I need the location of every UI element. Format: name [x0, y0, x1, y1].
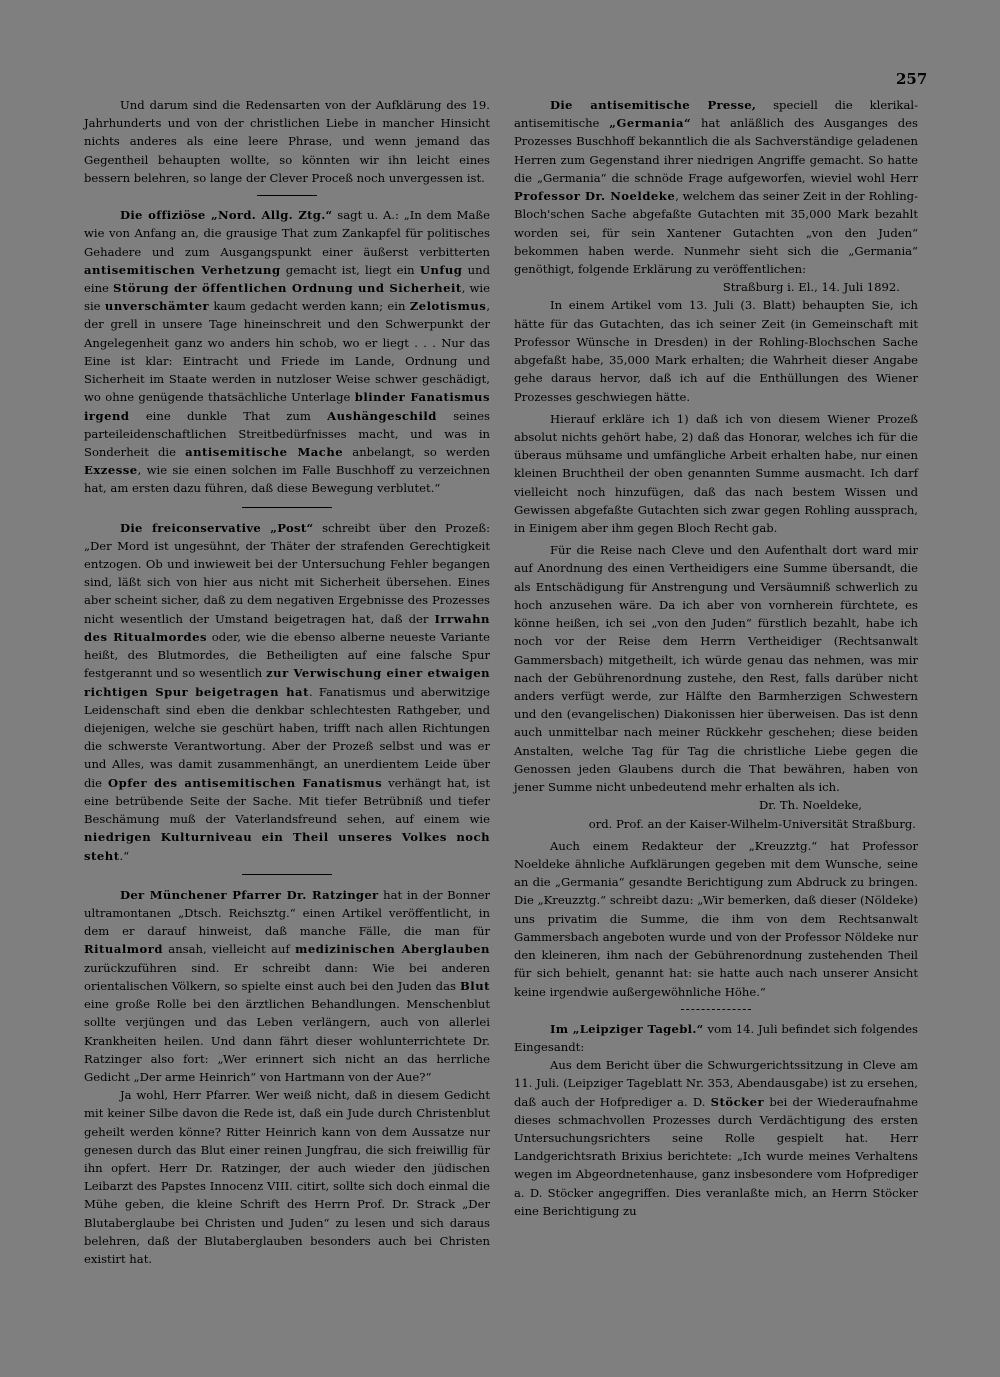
paragraph-hierauf: Hierauf erkläre ich 1) daß ich von diesem Wiener Prozeß absolut nichts gehört habe, 2) daß das Honorar, welches ich für die überaus mühsame und umfängliche Arbeit erhalten habe, nur einen kleinen Bruchtheil der oben genannten Summe ausmacht. Ich darf vielleicht noch hinzufügen, daß das nach bestem Wissen und Gewissen abgefaßte Gutachten sich zwar gegen Rohling aussprach, in Einigem aber ihm gegen Bloch Recht gab.	[514, 411, 918, 536]
paragraph-reise: Für die Reise nach Cleve und den Aufenthalt dort ward mir auf Anordnung des einen Vertheidigers eine Summe übersandt, die als Entschädigung für Anstrengung und Versäumniß schwerlich zu hoch anzusehen wäre. Da ich aber von vornherein fürchtete, es könne heißen, ich sei „von den Juden“ fürstlich bezahlt, habe ich noch vor der Reise dem Herrn Vertheidiger (Rechtsanwalt Gammersbach) mitgetheilt, ich würde genau das nehmen, was mir nach der Gebührenordnung zustehe, den Rest, falls darüber nicht anders verfügt werde, zur Hälfte den Barmherzigen Schwestern und den (evangelischen) Diakonissen hier überweisen. Das ist denn auch unmittelbar nach meiner Rückkehr geschehen; diese beiden Anstalten, welche Tag für Tag die christliche Liebe gegen die Genossen jeden Glaubens durch die That bewähren, haben von jener Summe nicht unbedeutend mehr erhalten als ich.	[514, 543, 918, 795]
dateline: Straßburg i. El., 14. Juli 1892.	[722, 280, 900, 295]
lead-post: Die freiconservative „Post“	[120, 520, 314, 535]
lead-antisemitische-presse: Die antisemitische Presse,	[550, 98, 757, 112]
paragraph-aufklaerung: Und darum sind die Redensarten von der Aufklärung des 19. Jahrhunderts und von der christlichen Liebe in mancher Hinsicht nichts anderes als eine leere Phrase, und wenn jemand das Gegentheil behaupten wollte, so könnten wir ihn leicht eines bessern belehren, so lange der Clever Proceß noch unvergessen ist.	[84, 98, 490, 185]
separator-rule	[242, 507, 332, 508]
lead-ratzinger: Der Münchener Pfarrer Dr. Ratzinger	[120, 887, 379, 902]
page-number: 257	[896, 70, 928, 88]
separator-dashed	[681, 1009, 751, 1010]
separator-rule	[242, 874, 332, 875]
paragraph-ja-wohl: Ja wohl, Herr Pfarrer. Wer weiß nicht, daß in diesem Gedicht mit keiner Silbe davon die Rede ist, daß ein Jude durch Christenblut geheilt werden könne? Ritter Heinrich kann von dem Aussatze nur genesen durch das Blut einer reinen Jungfrau, die sich freiwillig für ihn opfert. Herr Dr. Ratzinger, der auch wieder den jüdischen Leibarzt des Papstes Innocenz VIII. citirt, sollte sich doch einmal die Mühe geben, die kleine Schrift des Herrn Prof. Dr. Strack „Der Blutaberglaube bei Christen und Juden“ zu lesen und sich daraus belehren, daß der Blutaberglauben besonders auch bei Christen existirt hat.	[84, 1088, 490, 1267]
right-column	[514, 96, 918, 1220]
paragraph-nord-allg-ztg: Die offiziöse „Nord. Allg. Ztg.“ sagt u. A.: „In dem Maße wie von Anfang an, die grausige That zum Zankapfel für politisches Gehadere und zum Ausgangspunkt einer äußerst verbitterten antisemitischen Verhetzung gemacht ist, liegt ein Unfug und eine Störung der öffentlichen Ordnung und Sicherheit, wie sie unverschämter kaum gedacht werden kann; ein Zelotismus, der grell in unsere Tage hineinschreit und den Schwerpunkt der Angelegenheit ganz wo anders hin schob, wo er liegt . . . Nur das Eine ist klar: Eintracht und Friede im Lande, Ordnung und Sicherheit im Staate werden in nutzloser Weise schwer geschädigt, wo ohne genügende thatsächliche Unterlage blinder Fanatismus irgend eine dunkle That zum Aushängeschild seines parteileidenschaftlichen Streitbedürfnisses macht, und was in Sonderheit die antisemitische Mache anbelangt, so werden Exzesse, wie sie einen solchen im Falle Buschhoff zu verzeichnen hat, am ersten dazu führen, daß diese Bewegung verblutet.“	[84, 208, 490, 496]
left-column	[84, 96, 490, 1268]
lead-leipziger: Im „Leipziger Tagebl.“	[550, 1021, 704, 1036]
paragraph-post: Die freiconservative „Post“ schreibt über den Prozeß: „Der Mord ist ungesühnt, der Thäter der strafenden Gerechtigkeit entzogen. Ob und inwieweit bei der Untersuchung Fehler begangen sind, läßt sich von hier aus nicht mit Sicherheit übersehen. Eines aber scheint sicher, daß zu dem negativen Ergebnisse des Prozesses nicht wesentlich der Umstand beigetragen hat, daß der Irrwahn des Ritualmordes oder, wie die ebenso alberne neueste Variante heißt, des Blutmordes, die Betheiligten auf eine falsche Spur festgerannt und so wesentlich zur Verwischung einer etwaigen richtigen Spur beigetragen hat. Fanatismus und aberwitzige Leidenschaft sind eben die denkbar schlechtesten Rathgeber, und diejenigen, welche sie geschürt haben, trifft nach allen Richtungen die schwerste Verantwortung. Aber der Prozeß selbst und was er und Alles, was damit zusammenhängt, an unerdientem Leide über die Opfer des antisemitischen Fanatismus verhängt hat, ist eine betrübende Seite der Sache. Mit tiefer Betrübniß und tiefer Beschämung muß der Vaterlandsfreund sehen, auf einem wie niedrigen Kulturniveau ein Theil unseres Volkes noch steht.“	[84, 520, 491, 863]
paragraph-antisemitische-presse: Die antisemitische Presse, speciell die klerikal-antisemitische „Germania“ hat anläßlich des Ausganges des Prozesses Buschhoff bekanntlich die als Sachverständige geladenen Herren zum Gegenstand ihrer niedrigen Angriffe gemacht. So hatte die „Germania“ die schnöde Frage aufgeworfen, wieviel wohl Herr Professor Dr. Noeldeke, welchem das seiner Zeit in der Rohling-Bloch'schen Sache abgefaßte Gutachten mit 35,000 Mark bezahlt worden sei, für sein Xantener Gutachten „von den Juden“ bekommen haben werde. Nunmehr sieht sich die „Germania“ genöthigt, folgende Erklärung zu veröffentlichen:	[514, 98, 918, 276]
signature-name: Dr. Th. Noeldeke,	[758, 798, 862, 813]
paragraph-kreuzztg: Auch einem Redakteur der „Kreuzztg.“ hat Professor Noeldeke ähnliche Aufklärungen gegeben mit dem Wunsche, seine an die „Germania“ gesandte Berichtigung zum Abdruck zu bringen. Die „Kreuzztg.“ schreibt dazu: „Wir bemerken, daß dieser (Nöldeke) uns privatim die Summe, die ihm von dem Rechtsanwalt Gammersbach angeboten wurde und von der Professor Nöldeke nur den kleineren, ihm nach der Gebührenordnung zustehenden Theil für sich behielt, genannt hat: sie hatte auch nach unserer Ansicht keine irgendwie außergewöhnliche Höhe.“	[514, 838, 918, 999]
separator-rule	[257, 195, 317, 196]
paragraph-leipziger: Im „Leipziger Tagebl.“ vom 14. Juli befindet sich folgendes Eingesandt:	[514, 1021, 918, 1054]
signature-title: ord. Prof. an der Kaiser-Wilhelm-Universität Straßburg.	[588, 816, 916, 831]
paragraph-schwurgericht: Aus dem Bericht über die Schwurgerichtssitzung in Cleve am 11. Juli. (Leipziger Tageblatt Nr. 353, Abendausgabe) ist zu ersehen, daß auch der Hofprediger a. D. Stöcker bei der Wiederaufnahme dieses schmachvollen Prozesses durch Verdächtigung des ersten Untersuchungsrichters seine Rolle gespielt hat. Herr Landgerichtsrath Brixius berichtete: „Ich wurde meines Verhaltens wegen im Abgeordnetenhause, ganz insbesondere vom Hofprediger a. D. Stöcker angegriffen. Dies veranlaßte mich, an Herrn Stöcker eine Berichtigung zu	[514, 1058, 918, 1218]
paragraph-artikel: In einem Artikel vom 13. Juli (3. Blatt) behaupten Sie, ich hätte für das Gutachten, das ich seiner Zeit (in Gemeinschaft mit Professor Wünsche in Dresden) in der Rohling-Blochschen Sache abgefaßt habe, 35,000 Mark erhalten; die Wahrheit dieser Angabe gehe daraus hervor, daß ich auf die Enthüllungen des Wiener Prozesses geschwiegen hätte.	[514, 298, 918, 404]
lead-nord-allg-ztg: Die offiziöse „Nord. Allg. Ztg.“	[120, 208, 333, 223]
paragraph-ratzinger: Der Münchener Pfarrer Dr. Ratzinger hat in der Bonner ultramontanen „Dtsch. Reichsztg.“ einen Artikel veröffentlicht, in dem er darauf hinweist, daß manche Fälle, die man für Ritualmord ansah, vielleicht auf medizinischen Aberglauben zurückzuführen sind. Er schreibt dann: Wie bei anderen orientalischen Völkern, so spielte einst auch bei den Juden das Blut eine große Rolle bei den ärztlichen Behandlungen. Menschenblut sollte verjüngen und das Leben verlängern, auch von allerlei Krankheiten heilen. Und dann fährt dieser wohlunterrichtete Dr. Ratzinger also fort: „Wer erinnert sich nicht an das herrliche Gedicht „Der arme Heinrich“ von Hartmann von der Aue?“	[84, 887, 490, 1084]
